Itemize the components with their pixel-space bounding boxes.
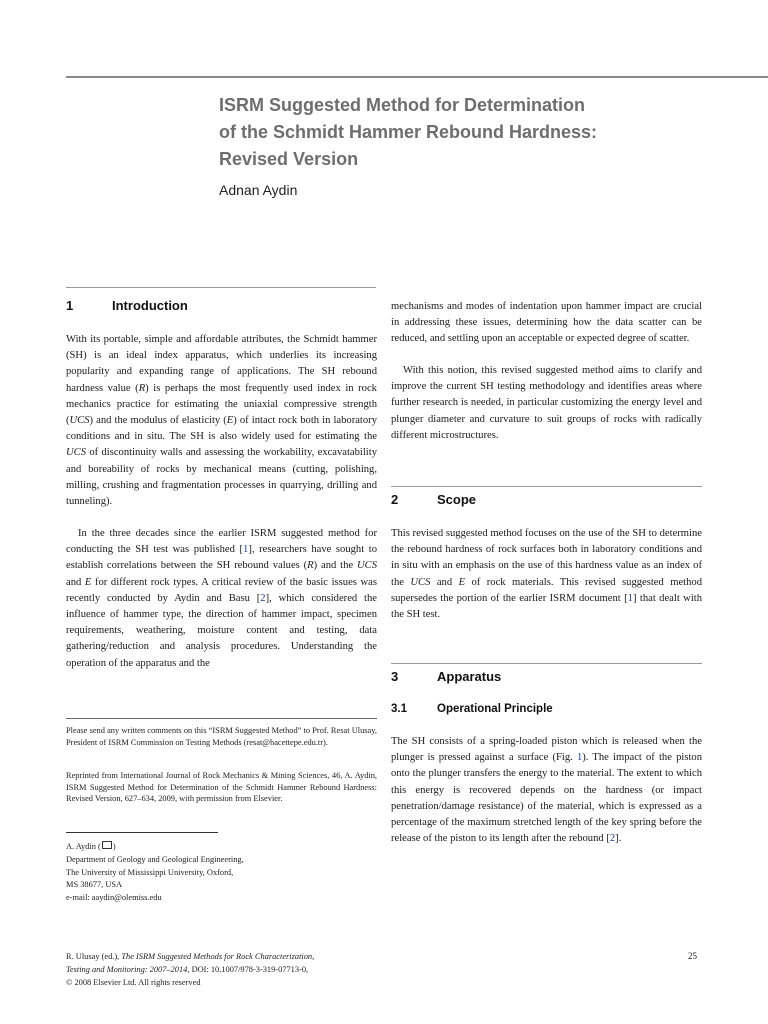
section-rule [66,287,376,288]
subsection-number: 3.1 [391,703,407,715]
title-line: of the Schmidt Hammer Rebound Hardness: [219,122,598,142]
envelope-icon [102,841,112,849]
footnote-rule [66,718,377,719]
paragraph: The SH consists of a spring-loaded piston which is released when the plunger is pressed against a surface (Fig. 1). The impact of the piston onto the plunger transfers the energy to the material. The extent to which this energy is recovered depends on the hardness (or impact penetration/damage resistance) of the material, which is expressed as a percentage of the maximum stretched length of the key spring before the release of the piston to its length after the rebound [2]. [391,736,702,845]
address-line: MS 38677, USA [66,880,123,890]
subsection-heading-operational-principle [391,703,553,715]
section-rule [391,486,702,487]
section-heading-apparatus [391,669,501,684]
title-line: Revised Version [219,149,359,169]
footer-book-title: The ISRM Suggested Methods for Rock Characterization, [121,952,315,961]
paragraph: mechanisms and modes of indentation upon hammer impact are crucial in addressing these issues, determining how the data scatter can be reduced, and settling upon an acceptable or expected degree of scatter. [391,301,702,345]
top-rule [66,76,768,78]
section-title: Apparatus [437,669,502,684]
address-name: A. Aydin ( [66,842,101,851]
footer-editor: R. Ulusay (ed.), [66,952,122,961]
footnote-comments: Please send any written comments on this “ISRM Suggested Method” to Prof. Resat Ulusay, President of ISRM Commission on Testing Methods (resat@hacettepe.edu.tr). [66,726,377,747]
page-footer [66,951,314,989]
subsection-title: Operational Principle [437,703,553,715]
paragraph: With this notion, this revised suggested method aims to clarify and improve the current SH testing methodology and identifies areas where further research is needed, in particular customizing the energy level and plunger diameter and curvature to suit groups of rocks with radically different microstructures. [391,365,702,441]
paper-title [219,92,739,173]
section-rule [391,663,702,664]
section-title: Introduction [112,298,188,313]
address-line: The University of Mississippi University, Oxford, [66,867,234,877]
footer-book-subtitle: Testing and Monitoring: 2007–2014 [66,964,188,974]
paragraph: In the three decades since the earlier ISRM suggested method for conducting the SH test was published [1], researchers have sought to establish correlations between the SH rebound values (R) and the UCS and E for different rock types. A critical review of the basic issues was recently conducted by Aydin and Basu [2], which considered the influence of hammer type, the direction of hammer impact, specimen requirements, weathering, moisture content and testing, data gathering/reduction and analysis procedures. Understanding the operation of the apparatus and the [66,528,378,669]
author-name: Adnan Aydin [219,182,298,198]
address-rule [66,832,218,833]
citation-link[interactable]: 1 [243,544,249,556]
author-address [66,841,244,905]
section-heading-scope [391,492,476,507]
paragraph: This revised suggested method focuses on the use of the SH to determine the rebound hardness of rock surfaces both in laboratory conditions and in situ with an emphasis on the use of this hardness value as an index of the UCS and E of rock materials. This revised suggested method supersedes the portion of the earlier ISRM document [1] that dealt with the SH test. [391,528,703,621]
citation-link[interactable]: 2 [609,833,616,845]
citation-link[interactable]: 2 [260,592,266,604]
figure-link[interactable]: 1 [576,752,583,764]
section-title: Scope [437,492,477,507]
section-number: 1 [66,298,74,313]
footnote-reprinted: Reprinted from International Journal of Rock Mechanics & Mining Sciences, 46, A. Aydin, ISRM Suggested Method for Determination of the Schmidt Hammer Rebound Hardness: Revised Version, 627–634, 2009, with permission from Elsevier. [66,771,377,804]
footer-copyright: © 2008 Elsevier Ltd. All rights reserved [66,977,201,987]
address-line: Department of Geology and Geological Engineering, [66,854,244,864]
address-name-close: ) [112,842,116,851]
page-number: 25 [688,951,697,961]
section-heading-introduction [66,298,188,313]
footer-doi: , DOI: 10.1007/978-3-319-07713-0, [187,964,309,974]
title-line: ISRM Suggested Method for Determination [219,95,586,115]
paragraph: With its portable, simple and affordable attributes, the Schmidt hammer (SH) is an ideal index apparatus, which underlies its increasing popularity and expanding range of applications. The SH rebound hardness value (R) is perhaps the most frequently used index in rock mechanics practice for estimating the uniaxial compressive strength (UCS) and the modulus of elasticity (E) of intact rock both in laboratory conditions and in situ. The SH is also widely used for estimating the UCS of discontinuity walls and assessing the workability, excavatability and boreability of rocks by mechanical means (cutting, polishing, milling, crushing and fragmentation processes in quarrying, drilling and tunneling). [66,334,377,508]
citation-link[interactable]: 1 [627,592,633,604]
address-line: e-mail: aaydin@olemiss.edu [66,893,162,903]
section-number: 2 [391,492,399,507]
section-number: 3 [391,669,399,684]
